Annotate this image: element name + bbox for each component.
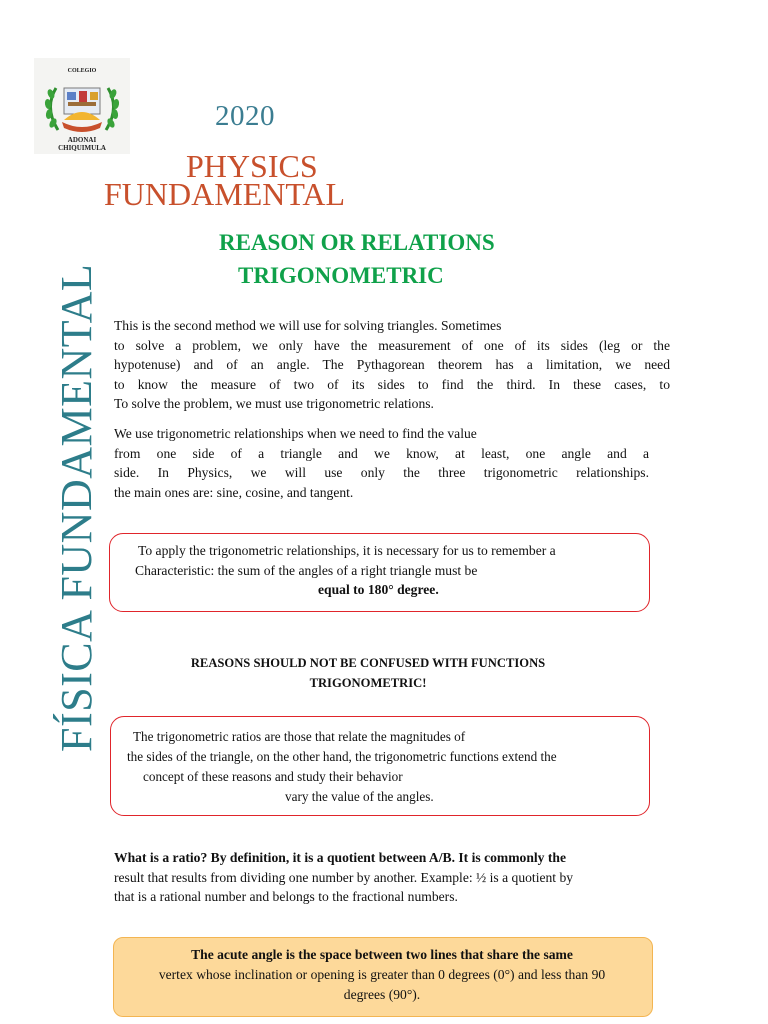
note-line: Characteristic: the sum of the angles of a right triangle must be	[135, 562, 478, 578]
cover-title	[100, 148, 390, 212]
warning-line-2: TRIGONOMETRIC!	[309, 675, 427, 690]
section-heading-line-1: REASON OR RELATIONS	[219, 230, 495, 255]
cover-title-line-1: PHYSICS	[186, 148, 318, 184]
ratio-definition	[114, 848, 655, 907]
note-line-emphasis: equal to 180° degree.	[318, 582, 439, 597]
paragraph-line: to solve a problem, we only have the measurement of one of its sides (leg or the	[114, 337, 670, 353]
paragraph-line: This is the second method we will use for solving triangles. Sometimes	[114, 318, 502, 333]
warning-heading	[110, 654, 626, 693]
ratio-line-2: result that results from dividing one number by another. Example: ½ is a quotient by	[114, 869, 574, 885]
usage-paragraph	[114, 424, 649, 502]
acute-line-1: The acute angle is the space between two lines that share the same	[191, 947, 573, 962]
warning-line-1: REASONS SHOULD NOT BE CONFUSED WITH FUNCTIONS	[190, 656, 546, 670]
paragraph-line: to know the measure of two of its sides to find the third. In these cases, to	[114, 376, 670, 392]
note-box-ratios-text	[125, 727, 645, 807]
paragraph-line: To solve the problem, we must use trigonometric relations.	[114, 396, 434, 411]
paragraph-line: the main ones are: sine, cosine, and tangent.	[114, 484, 354, 500]
paragraph-line: side. In Physics, we will use only the three trigonometric relationships.	[114, 465, 649, 480]
logo-bottom-line-2: CHIQUIMULA	[58, 144, 106, 152]
ratio-line-3: that is a rational number and belongs to the fractional numbers.	[114, 889, 458, 904]
acute-line-2: vertex whose inclination or opening is greater than 0 degrees (0°) and less than 90	[158, 967, 606, 982]
vertical-cover-title: FÍSICA FUNDAMENTAL	[52, 263, 101, 752]
note-box-angles-text	[125, 541, 645, 600]
note-line: The trigonometric ratios are those that relate the magnitudes of	[133, 729, 466, 744]
logo-top-text: COLEGIO	[67, 68, 97, 74]
logo-bottom-line-1: ADONAI	[67, 136, 97, 144]
acute-line-3: degrees (90°).	[343, 987, 421, 1002]
intro-paragraph	[114, 316, 670, 414]
paragraph-line: We use trigonometric relationships when we need to find the value	[114, 426, 477, 441]
paragraph-line: hypotenuse) and of an angle. The Pythagorean theorem has a limitation, we need	[114, 357, 670, 372]
section-heading-line-2: TRIGONOMETRIC	[238, 263, 444, 288]
note-line: the sides of the triangle, on the other hand, the trigonometric functions extend the	[127, 749, 557, 764]
note-line: concept of these reasons and study their behavior	[143, 769, 403, 784]
ratio-line-1: What is a ratio? By definition, it is a quotient between A/B. It is commonly the	[114, 850, 566, 865]
school-logo	[34, 58, 130, 154]
cover-title-line-2: FUNDAMENTAL	[104, 176, 345, 212]
school-crest-icon	[34, 58, 130, 154]
paragraph-line: from one side of a triangle and we know, at least, one angle and a	[114, 445, 649, 461]
cover-year: 2020	[215, 100, 275, 132]
acute-angle-text	[115, 945, 649, 1005]
note-line: vary the value of the angles.	[285, 789, 434, 804]
note-line: To apply the trigonometric relationships, it is necessary for us to remember a	[138, 543, 556, 558]
